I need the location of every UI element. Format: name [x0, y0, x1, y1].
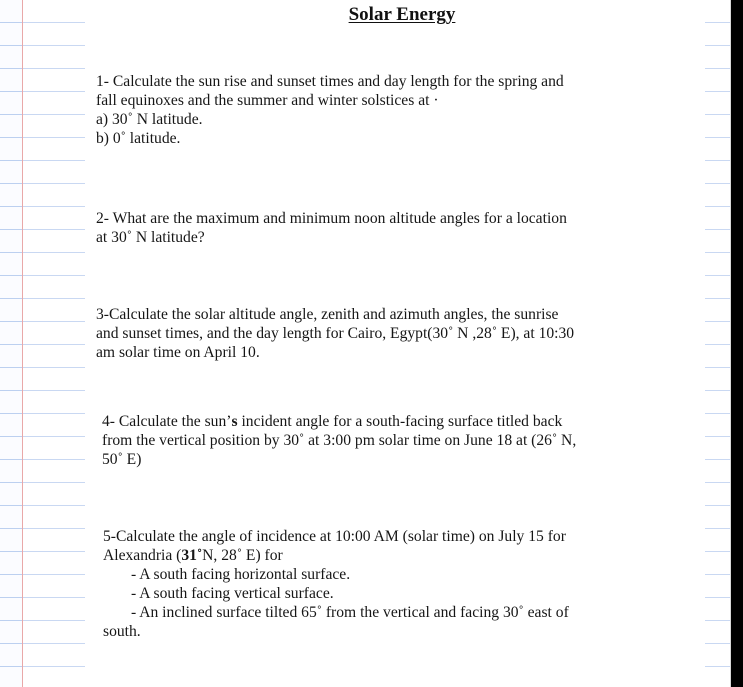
question-4-line-1 — [102, 412, 702, 431]
question-5-line-1: 5-Calculate the angle of incidence at 10:00 AM (solar time) on July 15 for — [103, 528, 566, 545]
question-5-line-2-end: N, 28˚ E) for — [202, 547, 283, 564]
handwritten-correction: 31˚ — [181, 547, 203, 564]
question-3-line-3: am solar time on April 10. — [96, 344, 260, 361]
question-5-line-2 — [103, 546, 703, 565]
question-4-line-3: 50˚ E) — [102, 451, 142, 468]
question-4 — [102, 412, 702, 469]
question-5-item-1: - A south facing horizontal surface. — [131, 566, 351, 583]
question-3 — [96, 305, 696, 362]
handwritten-mark: s — [231, 413, 238, 430]
question-4-line-1-end: incident angle for a south-facing surface titled back — [237, 413, 563, 430]
question-5-item-3: - An inclined surface tilted 65˚ from the vertical and facing 30˚ east of — [131, 604, 569, 621]
ruled-margin — [0, 0, 22, 687]
question-3-line-1: 3-Calculate the solar altitude angle, zenith and azimuth angles, the sunrise — [96, 306, 559, 323]
question-5 — [103, 527, 703, 641]
question-1 — [96, 72, 696, 148]
question-1-line-2: fall equinoxes and the summer and winter solstices at · — [96, 92, 439, 109]
margin-line — [22, 0, 23, 687]
question-5-line-2-start: Alexandria ( — [103, 547, 182, 564]
question-sheet — [85, 0, 705, 687]
question-2-line-1: 2- What are the maximum and minimum noon altitude angles for a location — [96, 210, 567, 227]
question-1-part-a: a) 30˚ N latitude. — [96, 111, 203, 128]
question-1-part-b: b) 0˚ latitude. — [96, 130, 181, 147]
question-3-line-2: and sunset times, and the day length for Cairo, Egypt(30˚ N ,28˚ E), at 10:30 — [96, 325, 575, 342]
question-5-item-2: - A south facing vertical surface. — [131, 585, 334, 602]
question-2-line-2: at 30˚ N latitude? — [96, 229, 205, 246]
question-4-line-1-start: 4- Calculate the sun’ — [102, 413, 232, 430]
question-1-line-1: 1- Calculate the sun rise and sunset times and day length for the spring and — [96, 73, 564, 90]
question-4-line-2: from the vertical position by 30˚ at 3:00 pm solar time on June 18 at (26˚ N, — [102, 432, 577, 449]
question-5-item-3-cont: south. — [103, 623, 141, 640]
page-title: Solar Energy — [348, 4, 456, 25]
question-2 — [96, 209, 696, 247]
